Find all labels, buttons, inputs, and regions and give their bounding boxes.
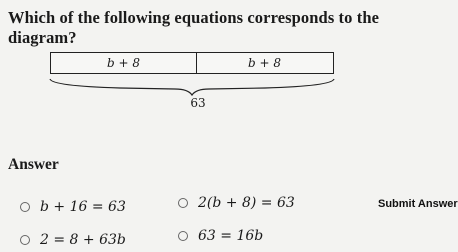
answer-label: Answer	[8, 156, 59, 173]
radio-icon[interactable]	[20, 235, 30, 245]
radio-icon[interactable]	[20, 202, 30, 212]
option-1[interactable]	[20, 199, 126, 215]
option-3-label: 2 = 8 + 63b	[40, 232, 126, 248]
option-2[interactable]	[178, 195, 295, 211]
diagram-total: 63	[190, 96, 206, 110]
submit-answer-button[interactable]: Submit Answer	[370, 193, 430, 215]
option-4[interactable]	[178, 228, 263, 244]
tape-diagram	[50, 52, 334, 74]
option-4-label: 63 = 16b	[198, 228, 264, 244]
option-1-label: b + 16 = 63	[40, 199, 126, 215]
segment-1: b + 8	[51, 53, 197, 73]
segment-2: b + 8	[248, 56, 281, 70]
option-3[interactable]	[20, 232, 126, 248]
option-2-label: 2(b + 8) = 63	[198, 195, 295, 211]
radio-icon[interactable]	[178, 231, 188, 241]
question-text: Which of the following equations corresponds to the diagram?	[8, 8, 380, 47]
radio-icon[interactable]	[178, 198, 188, 208]
